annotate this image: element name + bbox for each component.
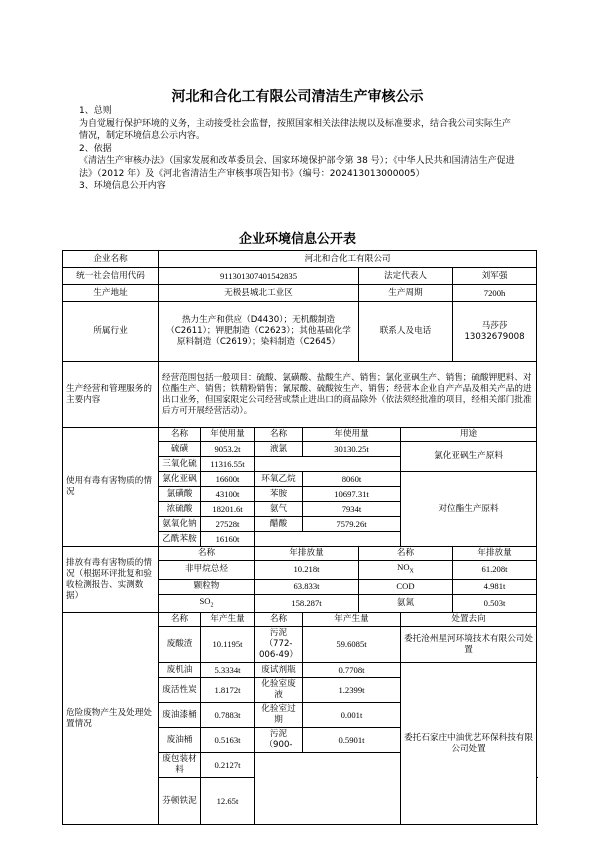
waste-cell: 0.5901t	[303, 728, 401, 753]
waste-cell: 12.65t	[201, 778, 255, 825]
waste-cell: 废酸渣	[159, 627, 201, 663]
emission-header: 年排放量	[255, 547, 359, 561]
hazmat-cell	[303, 457, 401, 472]
waste-cell: 5.3334t	[201, 663, 255, 678]
waste-cell: 10.1195t	[201, 627, 255, 663]
waste-cell: 1.8172t	[201, 678, 255, 703]
hazmat-cell: 30130.25t	[303, 442, 401, 457]
emission-cell: 氨氮	[359, 594, 453, 613]
waste-cell: 废包装材料	[159, 753, 201, 778]
cycle-value: 7200h	[453, 285, 537, 302]
waste-header: 年产生量	[201, 613, 255, 627]
hazmat-cell: 醋酸	[255, 517, 303, 532]
hazmat-header: 名称	[159, 428, 201, 442]
hazmat-cell: 10697.31t	[303, 487, 401, 502]
waste-cell: 59.6085t	[303, 627, 401, 663]
hazmat-cell: 11316.55t	[201, 457, 255, 472]
hazmat-cell: 浓硫酸	[159, 502, 201, 517]
hazmat-header: 用途	[401, 428, 537, 442]
waste-cell: 废试剂瓶	[255, 663, 303, 678]
waste-empty	[255, 753, 401, 778]
hazmat-cell: 7579.26t	[303, 517, 401, 532]
hazmat-cell: 三氧化硫	[159, 457, 201, 472]
hazmat-cell: 氨氧化钠	[159, 517, 201, 532]
hazmat-use-2: 对位酯生产原料	[401, 472, 537, 547]
credit-label: 统一社会信用代码	[63, 268, 159, 285]
hazmat-header: 年使用量	[303, 428, 401, 442]
waste-cell: 化验室过期	[255, 703, 303, 728]
hazmat-cell: 16600t	[201, 472, 255, 487]
hazmat-cell: 乙酰苯胺	[159, 532, 201, 547]
waste-cell: 废活性炭	[159, 678, 201, 703]
hazmat-section-label: 使用有毒有害物质的情况	[63, 428, 159, 547]
hazmat-header: 名称	[255, 428, 303, 442]
waste-cell: 废机油	[159, 663, 201, 678]
hazmat-cell: 27528t	[201, 517, 255, 532]
table-row	[63, 547, 537, 561]
table-row	[63, 362, 537, 428]
hazmat-cell: 环氧乙烷	[255, 472, 303, 487]
table-row	[63, 268, 537, 285]
company-value: 河北和合化工有限公司	[159, 251, 537, 268]
business-value: 经营范围包括一般项目：硫酸、氯磺酸、盐酸生产、销售；氯化亚砜生产、销售；硫酸钾肥料、对位酯生产、销售；铁精粉销售；氰尿酸、硫酸铵生产、销售；经营本企业自产产品及相关产品的进出口业务，但国家限定公司经营或禁止进出口的商品除外（依法须经批准的项目，经相关部门批准后方可开展经营活动）。	[159, 362, 537, 428]
hazmat-empty	[255, 532, 401, 547]
hazmat-cell: 氨气	[255, 502, 303, 517]
emission-cell: 颗粒物	[159, 579, 255, 594]
emission-header: 名称	[159, 547, 255, 561]
emission-header: 名称	[359, 547, 453, 561]
hazmat-cell: 7934t	[303, 502, 401, 517]
waste-header: 名称	[255, 613, 303, 627]
table-row	[63, 251, 537, 268]
waste-cell: 废油桶	[159, 728, 201, 753]
table-row	[63, 302, 537, 362]
waste-cell: 废油漆桶	[159, 703, 201, 728]
company-label: 企业名称	[63, 251, 159, 268]
contact-label: 联系人及电话	[359, 302, 453, 362]
waste-cell: 污泥（772-006-49）	[255, 627, 303, 663]
waste-dest-2: 委托石家庄中油优艺环保科技有限公司处置	[401, 663, 537, 825]
emission-section-label: 排放有毒有害物质的情况（根据环评批复和验收检测报告、实测数据）	[63, 547, 159, 613]
waste-cell: 芬顿铁泥	[159, 778, 201, 825]
emission-cell: 0.503t	[453, 594, 537, 613]
table-title: 企业环境信息公开表	[238, 232, 356, 247]
legal-value: 刘军强	[453, 268, 537, 285]
waste-header: 名称	[159, 613, 201, 627]
hazmat-cell: 硫磺	[159, 442, 201, 457]
hazmat-cell: 43100t	[201, 487, 255, 502]
section-1-heading: 1、总则	[79, 106, 112, 116]
emission-cell: 10.218t	[255, 561, 359, 580]
waste-cell: 1.2399t	[303, 678, 401, 703]
industry-value: 热力生产和供应（D4430）；无机酸制造（C2611）；钾肥制造（C2623）；其他基础化学原料制造（C2619）；染料制造（C2645）	[159, 302, 359, 362]
waste-header: 处置去向	[401, 613, 537, 627]
address-value: 无极县城北工业区	[159, 285, 359, 302]
emission-cell: 非甲烷总烃	[159, 561, 255, 580]
waste-cell: 0.001t	[303, 703, 401, 728]
hazmat-cell: 氯磺酸	[159, 487, 201, 502]
waste-cell: 0.5163t	[201, 728, 255, 753]
waste-cell: 0.7708t	[303, 663, 401, 678]
credit-value: 911301307401542835	[159, 268, 359, 285]
section-3-heading: 3、环境信息公开内容	[79, 181, 166, 191]
section-2-text: 《清洁生产审核办法》（国家发展和改革委员会、国家环境保护部令第 38 号）；《中华人民共和国清洁生产促进法》（2012 年）及《河北省清洁生产审核事项告知书》（编号：202413013000005）	[79, 156, 515, 179]
emission-cell: 158.287t	[255, 594, 359, 613]
table-row	[63, 285, 537, 302]
hazmat-cell: 苯胺	[255, 487, 303, 502]
emission-cell: 63.833t	[255, 579, 359, 594]
emission-cell: 4.981t	[453, 579, 537, 594]
hazmat-cell: 18201.6t	[201, 502, 255, 517]
waste-header: 年产生量	[303, 613, 401, 627]
hazmat-use-1: 氯化亚砜生产原料	[401, 442, 537, 472]
emission-cell: COD	[359, 579, 453, 594]
cycle-label: 生产周期	[359, 285, 453, 302]
business-label: 生产经营和管理服务的主要内容	[63, 362, 159, 428]
industry-label: 所属行业	[63, 302, 159, 362]
waste-cell: 化验室废液	[255, 678, 303, 703]
table-row	[63, 613, 537, 627]
waste-empty	[255, 778, 401, 825]
emission-cell: $SO_2$	[159, 594, 255, 613]
table-row	[63, 428, 537, 442]
section-2-heading: 2、依据	[79, 143, 112, 154]
page-title: 河北和合化工有限公司清洁生产审核公示	[171, 89, 424, 105]
legal-label: 法定代表人	[359, 268, 453, 285]
emission-header: 年排放量	[453, 547, 537, 561]
environment-info-table	[62, 250, 537, 825]
hazmat-cell: 16160t	[201, 532, 255, 547]
waste-dest-1: 委托沧州星河环境技术有限公司处置	[401, 627, 537, 663]
emission-cell: $NO_X$	[359, 561, 453, 580]
address-label: 生产地址	[63, 285, 159, 302]
hazmat-cell: 8060t	[303, 472, 401, 487]
hazmat-cell: 液氯	[255, 442, 303, 457]
waste-section-label: 危险废物产生及处理处置情况	[63, 613, 159, 825]
waste-cell: 0.2127t	[201, 753, 255, 778]
hazmat-cell	[255, 457, 303, 472]
hazmat-cell: 9053.2t	[201, 442, 255, 457]
emission-cell: 61.208t	[453, 561, 537, 580]
contact-value: 马莎莎 13032679008	[453, 302, 537, 362]
section-1-text: 为自觉履行保护环境的义务，主动接受社会监督，按照国家相关法律法规以及标准要求，结合我公司实际生产情况，制定环境信息公示内容。	[79, 118, 512, 141]
intro-section	[79, 105, 519, 193]
waste-cell: 污泥（900-	[255, 728, 303, 753]
waste-cell: 0.7883t	[201, 703, 255, 728]
hazmat-header: 年使用量	[201, 428, 255, 442]
hazmat-cell: 氯化亚砜	[159, 472, 201, 487]
